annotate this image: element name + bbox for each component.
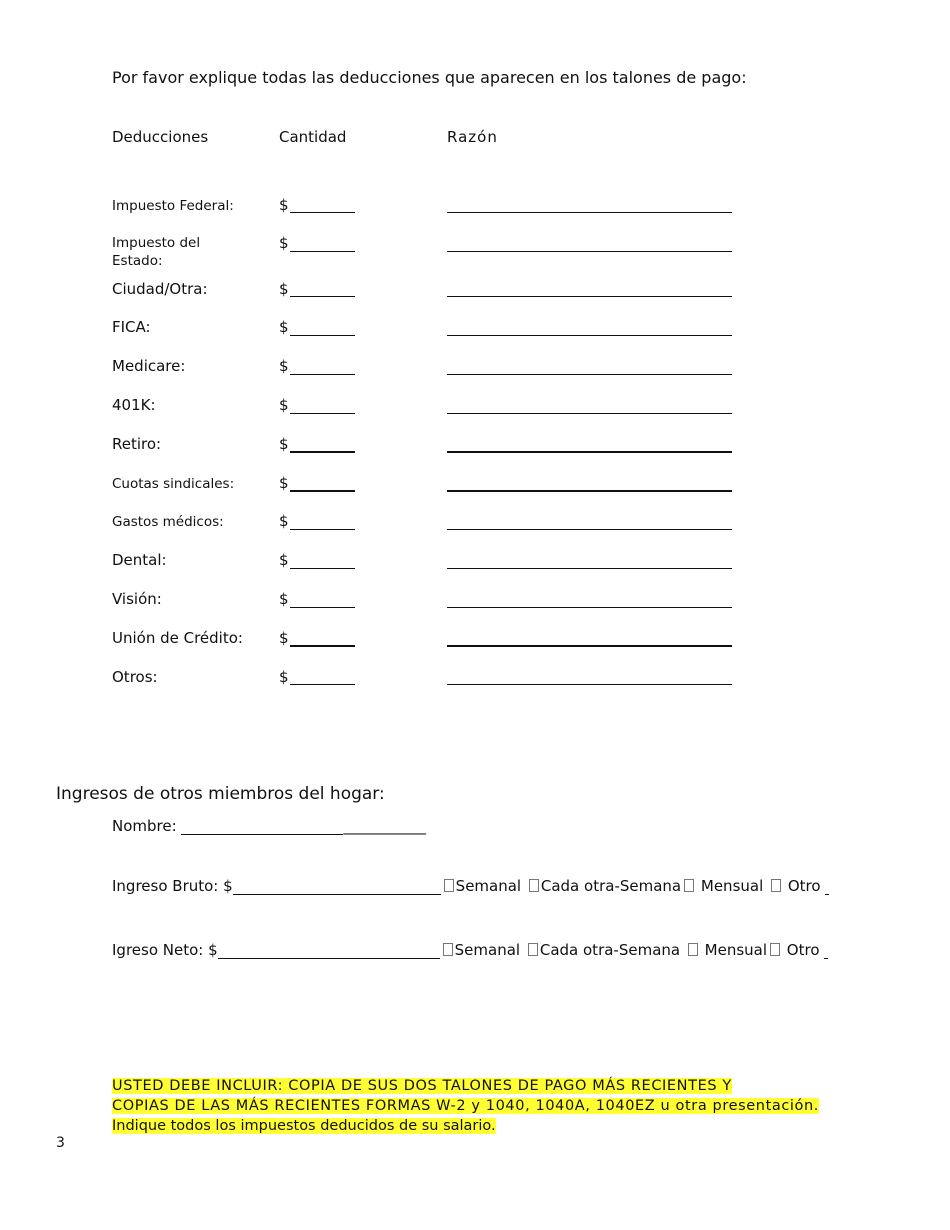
amount-field-city[interactable] bbox=[290, 296, 355, 297]
dollar-sign: $ bbox=[279, 280, 289, 298]
deduction-label-medical: Gastos médicos: bbox=[112, 514, 224, 530]
amount-field-credit-union[interactable] bbox=[290, 645, 355, 647]
amount-field-retirement[interactable] bbox=[290, 451, 355, 453]
amount-field-union-dues[interactable] bbox=[290, 490, 355, 492]
reason-field-medicare[interactable] bbox=[447, 374, 732, 375]
other-field[interactable] bbox=[824, 942, 828, 959]
reason-field-union-dues[interactable] bbox=[447, 490, 732, 492]
deduction-label-federal: Impuesto Federal: bbox=[112, 198, 234, 214]
deduction-label-city: Ciudad/Otra: bbox=[112, 280, 208, 298]
deduction-label-medicare: Medicare: bbox=[112, 357, 186, 375]
reason-field-medical[interactable] bbox=[447, 529, 732, 530]
gross-income-field[interactable] bbox=[233, 878, 441, 895]
deduction-label-401k: 401K: bbox=[112, 396, 156, 414]
deduction-label-fica: FICA: bbox=[112, 318, 151, 336]
deduction-label-dental: Dental: bbox=[112, 551, 167, 569]
monthly-checkbox[interactable] bbox=[688, 943, 698, 956]
dollar-sign: $ bbox=[279, 668, 289, 686]
deduction-label-credit-union: Unión de Crédito: bbox=[112, 629, 243, 647]
amount-field-medicare[interactable] bbox=[290, 374, 355, 375]
amount-field-vision[interactable] bbox=[290, 607, 355, 608]
other-label: Otro bbox=[786, 941, 820, 959]
amount-field-401k[interactable] bbox=[290, 413, 355, 414]
net-income-field[interactable] bbox=[218, 942, 440, 959]
dollar-sign: $ bbox=[279, 512, 289, 530]
amount-field-dental[interactable] bbox=[290, 568, 355, 569]
header-amount: Cantidad bbox=[279, 128, 347, 146]
amount-field-other[interactable] bbox=[290, 684, 355, 685]
monthly-label: Mensual bbox=[704, 941, 768, 959]
deduction-label-vision: Visión: bbox=[112, 590, 162, 608]
notice-line-1: USTED DEBE INCLUIR: COPIA DE SUS DOS TALONES DE PAGO MÁS RECIENTES Y bbox=[112, 1078, 732, 1094]
notice-line-2: COPIAS DE LAS MÁS RECIENTES FORMAS W-2 y 1040, 1040A, 1040EZ u otra presentación. bbox=[112, 1098, 820, 1114]
name-trailer: ___________ bbox=[343, 817, 426, 835]
reason-field-credit-union[interactable] bbox=[447, 645, 732, 647]
household-income-title: Ingresos de otros miembros del hogar: bbox=[56, 784, 385, 804]
dollar-sign: $ bbox=[279, 435, 289, 453]
name-field[interactable] bbox=[181, 818, 343, 835]
dollar-sign: $ bbox=[279, 629, 289, 647]
weekly-label: Semanal bbox=[455, 877, 522, 895]
reason-field-vision[interactable] bbox=[447, 607, 732, 608]
other-label: Otro bbox=[787, 877, 821, 895]
header-reason: Razón bbox=[447, 128, 498, 146]
reason-field-retirement[interactable] bbox=[447, 451, 732, 453]
deduction-label-union-dues: Cuotas sindicales: bbox=[112, 476, 235, 492]
name-label: Nombre: bbox=[112, 817, 177, 835]
dollar-sign: $ bbox=[279, 551, 289, 569]
page-number: 3 bbox=[56, 1135, 65, 1151]
reason-field-city[interactable] bbox=[447, 296, 732, 297]
dollar-sign: $ bbox=[279, 474, 289, 492]
other-checkbox[interactable] bbox=[771, 879, 781, 892]
dollar-sign: $ bbox=[279, 396, 289, 414]
member-name-row bbox=[112, 817, 426, 835]
reason-field-other[interactable] bbox=[447, 684, 732, 685]
deduction-label-other: Otros: bbox=[112, 668, 158, 686]
reason-field-dental[interactable] bbox=[447, 568, 732, 569]
weekly-checkbox[interactable] bbox=[443, 943, 453, 956]
amount-field-medical[interactable] bbox=[290, 529, 355, 530]
monthly-label: Mensual bbox=[700, 877, 764, 895]
reason-field-state[interactable] bbox=[447, 251, 732, 252]
dollar-sign: $ bbox=[279, 318, 289, 336]
notice-line-3: Indique todos los impuestos deducidos de su salario. bbox=[112, 1118, 496, 1134]
net-income-label: Igreso Neto: $ bbox=[112, 941, 218, 959]
other-field[interactable] bbox=[825, 878, 829, 895]
net-income-row bbox=[112, 941, 828, 959]
dollar-sign: $ bbox=[279, 196, 289, 214]
header-deductions: Deducciones bbox=[112, 128, 209, 146]
biweekly-checkbox[interactable] bbox=[529, 879, 539, 892]
reason-field-federal[interactable] bbox=[447, 212, 732, 213]
instructions-text: Por favor explique todas las deducciones que aparecen en los talones de pago: bbox=[112, 68, 747, 87]
weekly-checkbox[interactable] bbox=[444, 879, 454, 892]
amount-field-fica[interactable] bbox=[290, 335, 355, 336]
biweekly-label: Cada otra-Semana bbox=[540, 877, 682, 895]
gross-income-label: Ingreso Bruto: $ bbox=[112, 877, 233, 895]
deduction-label-retirement: Retiro: bbox=[112, 435, 162, 453]
required-documents-notice bbox=[112, 1076, 819, 1136]
dollar-sign: $ bbox=[279, 590, 289, 608]
dollar-sign: $ bbox=[279, 234, 289, 252]
reason-field-401k[interactable] bbox=[447, 413, 732, 414]
dollar-sign: $ bbox=[279, 357, 289, 375]
other-checkbox[interactable] bbox=[770, 943, 780, 956]
biweekly-label: Cada otra-Semana bbox=[539, 941, 681, 959]
monthly-checkbox[interactable] bbox=[684, 879, 694, 892]
amount-field-state[interactable] bbox=[290, 251, 355, 252]
reason-field-fica[interactable] bbox=[447, 335, 732, 336]
gross-income-row bbox=[112, 877, 829, 895]
biweekly-checkbox[interactable] bbox=[528, 943, 538, 956]
amount-field-federal[interactable] bbox=[290, 212, 355, 213]
deduction-label-state: Impuesto del Estado: bbox=[112, 235, 201, 269]
weekly-label: Semanal bbox=[454, 941, 521, 959]
